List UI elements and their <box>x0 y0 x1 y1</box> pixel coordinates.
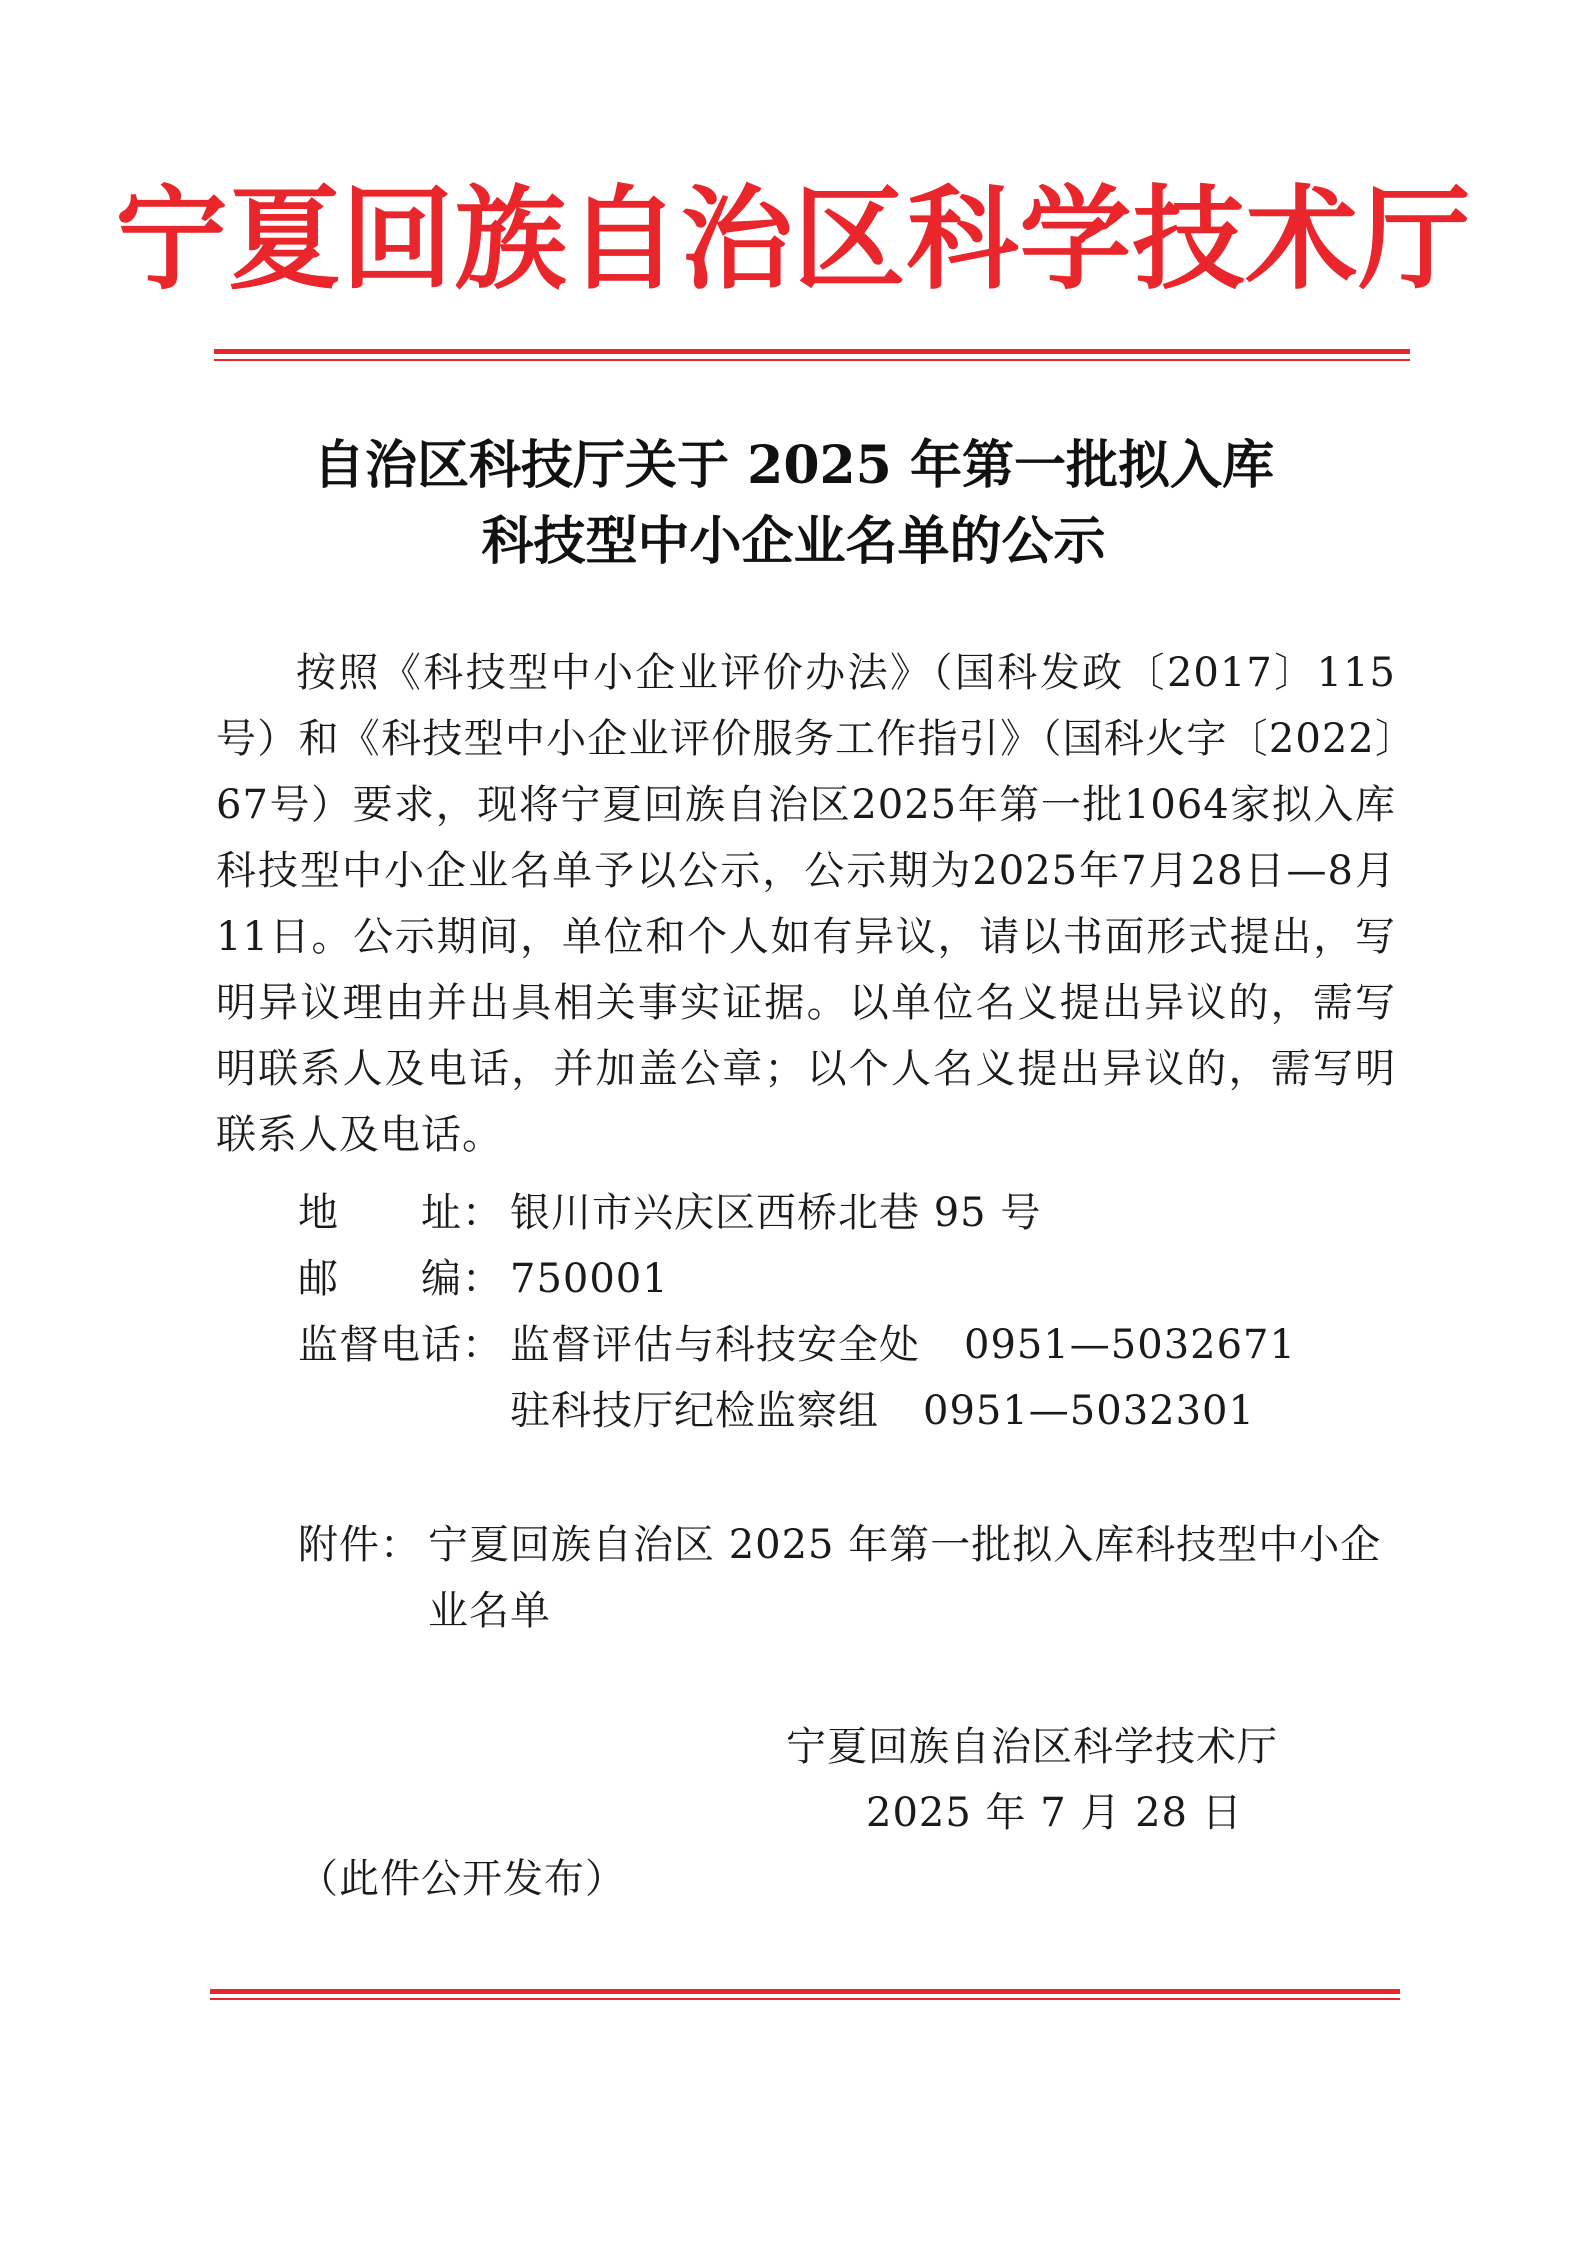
phone-line-2 <box>510 1378 1255 1444</box>
body-paragraph: 按照《科技型中小企业评价办法》（国科发政〔2017〕115号）和《科技型中小企业评价服务工作指引》（国科火字〔2022〕67号）要求，现将宁夏回族自治区2025年第一批1064家拟入库科技型中小企业名单予以公示，公示期为2025年7月28日—8月11日。公示期间，单位和个人如有异议，请以书面形式提出，写明异议理由并出具相关事实证据。以单位名义提出异议的，需写明联系人及电话，并加盖公章；以个人名义提出异议的，需写明联系人及电话。 <box>216 650 1396 1158</box>
address-label: 地 址： <box>298 1190 503 1236</box>
document-title <box>0 428 1587 580</box>
phone-label: 监督电话： <box>298 1322 503 1368</box>
attachment-label: 附件： <box>298 1522 421 1568</box>
footer-rule-thin <box>210 1998 1400 2000</box>
document-title-line2: 科技型中小企业名单的公示 <box>481 511 1106 572</box>
phone1-dept: 监督评估与科技安全处 <box>510 1322 920 1368</box>
phone2-dept: 驻科技厅纪检监察组 <box>510 1388 879 1434</box>
footer-rule-thick <box>210 1989 1400 1994</box>
postcode-value: 750001 <box>510 1256 669 1302</box>
header-rule-thick <box>214 349 1410 354</box>
signature-org: 宁夏回族自治区科学技术厅 <box>786 1724 1278 1770</box>
address-value: 银川市兴庆区西桥北巷 95 号 <box>510 1190 1042 1236</box>
document-title-line1: 自治区科技厅关于 2025 年第一批拟入库 <box>313 435 1274 496</box>
postcode-label: 邮 编： <box>298 1256 503 1302</box>
phone2-number: 0951—5032301 <box>923 1388 1255 1434</box>
attachment-block <box>298 1512 1398 1644</box>
phone1-number: 0951—5032671 <box>964 1322 1296 1368</box>
header-rule-thin <box>214 359 1410 361</box>
postcode-line <box>298 1246 669 1312</box>
signature-date: 2025 年 7 月 28 日 <box>866 1790 1243 1836</box>
attachment-text: 宁夏回族自治区 2025 年第一批拟入库科技型中小企业名单 <box>428 1522 1382 1634</box>
issuing-org-header: 宁夏回族自治区科学技术厅 <box>115 175 1472 305</box>
phone-line-1 <box>298 1312 1296 1378</box>
address-line <box>298 1180 1041 1246</box>
publication-note: （此件公开发布） <box>298 1856 626 1902</box>
